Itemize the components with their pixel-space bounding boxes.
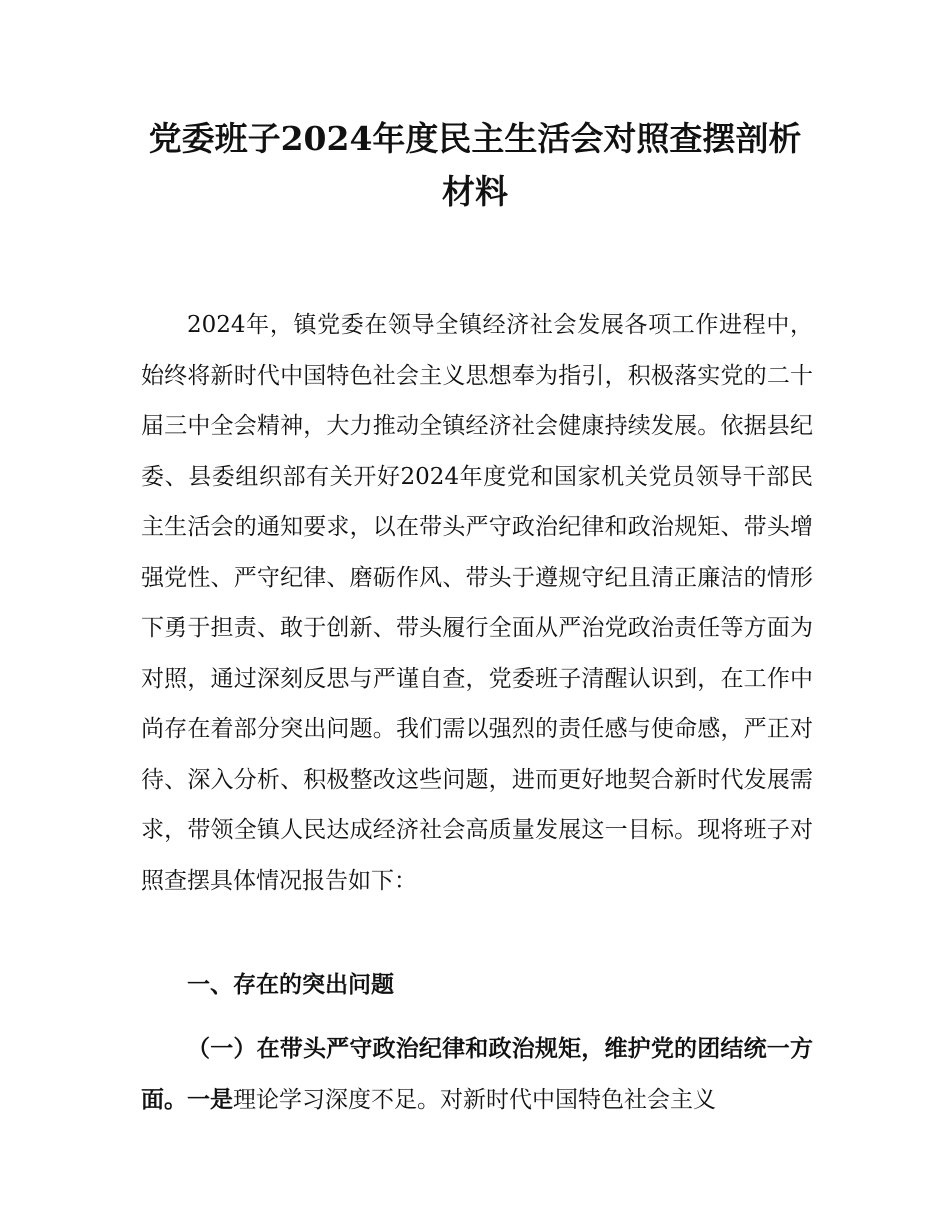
point-text: 理论学习深度不足。对新时代中国特色社会主义 xyxy=(233,1086,716,1113)
section-heading-problems: 一、存在的突出问题 xyxy=(187,972,394,998)
title-line-2: 材料 xyxy=(442,172,508,211)
document-title xyxy=(120,112,830,218)
intro-paragraph: 2024年，镇党委在领导全镇经济社会发展各项工作进程中，始终将新时代中国特色社会主义思想奉为指引，积极落实党的二十届三中全会精神，大力推动全镇经济社会健康持续发展。依据县纪委、县委组织部有关开好2024年度党和国家机关党员领导干部民主生活会的通知要求，以在带头严守政治纪律和政治规矩、带头增强党性、严守纪律、磨砺作风、带头于遵规守纪且清正廉洁的情形下勇于担责、敢于创新、带头履行全面从严治党政治责任等方面为对照，通过深刻反思与严谨自查，党委班子清醒认识到，在工作中尚存在着部分突出问题。我们需以强烈的责任感与使命感，严正对待、深入分析、积极整改这些问题，进而更好地契合新时代发展需求，带领全镇人民达成经济社会高质量发展这一目标。现将班子对照查摆具体情况报告如下： xyxy=(141,312,813,894)
title-line-1: 党委班子2024年度民主生活会对照查摆剖析 xyxy=(148,119,802,158)
subsection-heading: （一）在带头严守政治纪律和政治规矩，维护党的团结统一方面。 xyxy=(141,1036,813,1113)
point-label: 一是 xyxy=(187,1086,233,1113)
subsection-paragraph xyxy=(141,1024,813,1125)
